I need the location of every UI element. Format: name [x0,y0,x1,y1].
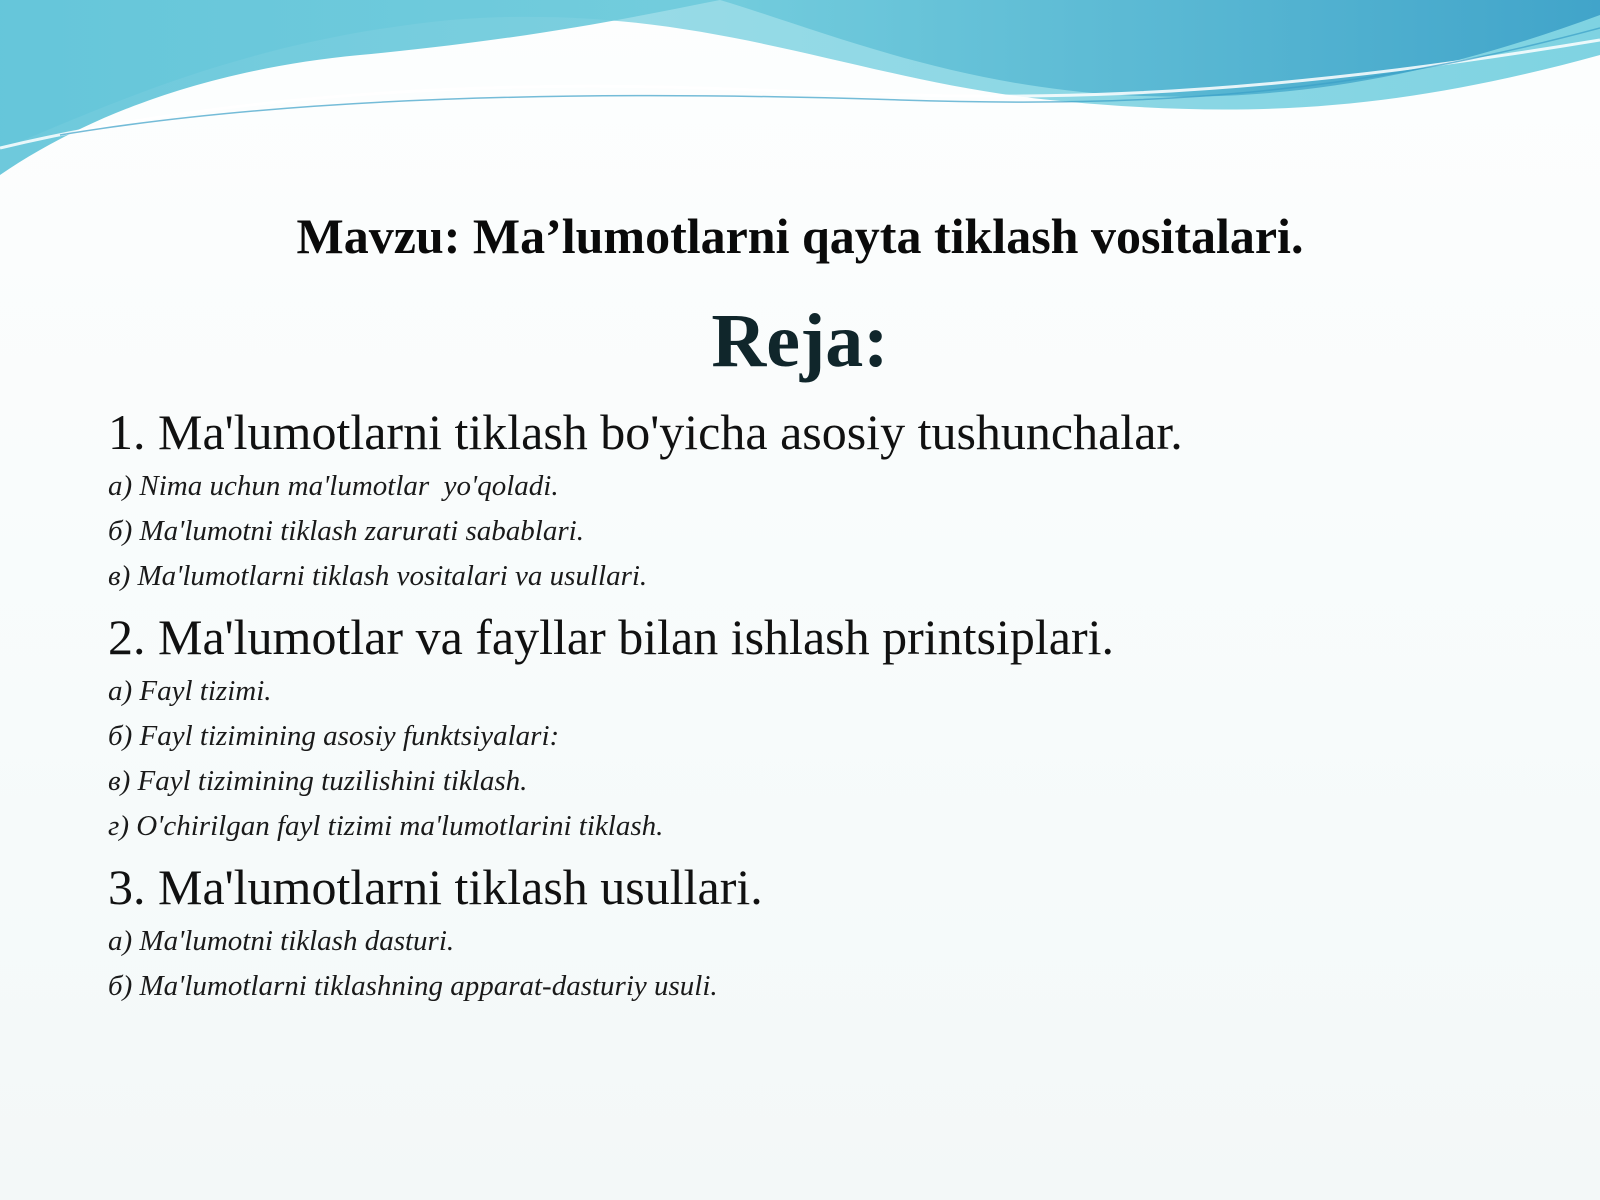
plan-sections [108,400,1548,1009]
sub-item: в) Fayl tizimining tuzilishini tiklash. [108,765,528,797]
sub-item: б) Ma'lumotlarni tiklashning apparat-dasturiy usuli. [108,970,718,1002]
slide-title: Mavzu: Ma’lumotlarni qayta tiklash vositalari. [296,208,1304,264]
sub-item: а) Fayl tizimi. [108,675,272,707]
plan-section-2 [108,605,1548,849]
section-heading: 2. Ma'lumotlar va fayllar bilan ishlash printsiplari. [108,609,1115,665]
plan-section-3 [108,855,1548,1009]
sub-item: г) O'chirilgan fayl tizimi ma'lumotlarini tiklash. [108,810,664,842]
sub-item: б) Fayl tizimining asosiy funktsiyalari: [108,720,560,752]
sub-item: а) Nima uchun ma'lumotlar yo'qoladi. [108,470,559,502]
plan-heading: Reja: [711,299,889,383]
plan-section-1 [108,400,1548,599]
sub-item: б) Ma'lumotni tiklash zarurati sabablari. [108,515,584,547]
decorative-wave-header [0,0,1600,200]
section-heading: 1. Ma'lumotlarni tiklash bo'yicha asosiy tushunchalar. [108,404,1183,460]
sub-item: а) Ma'lumotni tiklash dasturi. [108,925,455,957]
section-heading: 3. Ma'lumotlarni tiklash usullari. [108,859,763,915]
sub-item: в) Ma'lumotlarni tiklash vositalari va usullari. [108,560,648,592]
